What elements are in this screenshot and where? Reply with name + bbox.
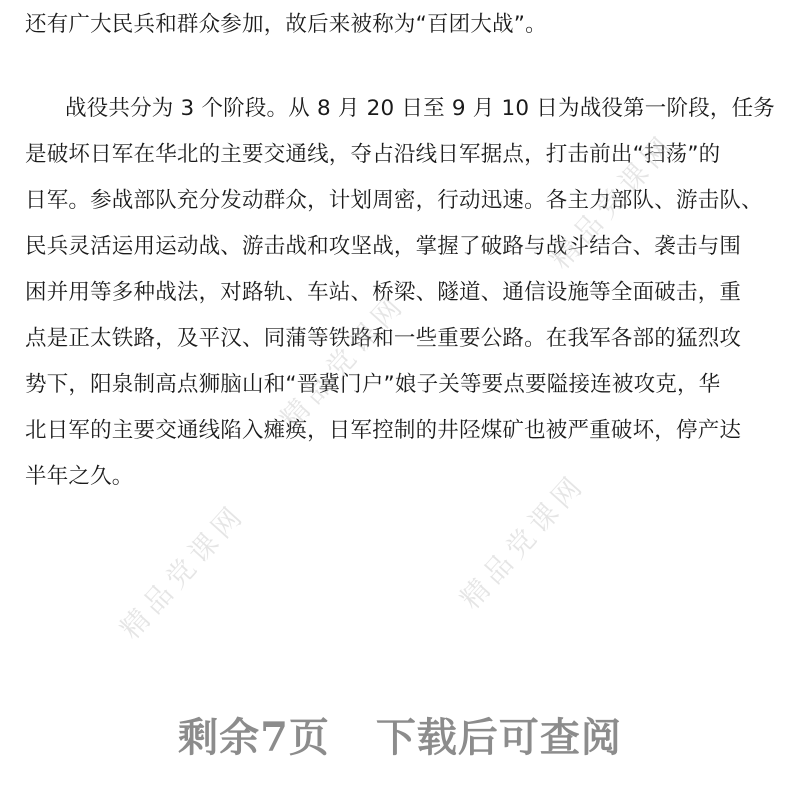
paragraph-2-line-2: 是破坏日军在华北的主要交通线，夺占沿线日军据点，打击前出“扫荡”的 bbox=[25, 142, 721, 167]
paragraph-2-line-3: 日军。参战部队充分发动群众，计划周密，行动迅速。各主力部队、游击队、 bbox=[25, 188, 763, 213]
paragraph-2-line-8: 北日军的主要交通线陷入瘫痪，日军控制的井陉煤矿也被严重破坏，停产达 bbox=[25, 418, 742, 443]
watermark: 精品党课网 bbox=[273, 286, 413, 436]
document-body bbox=[25, 0, 777, 500]
download-to-view-label: 下载后可查阅 bbox=[375, 714, 622, 761]
paragraph-2-line-9: 半年之久。 bbox=[25, 464, 134, 489]
remaining-pages-label: 剩余7页 bbox=[178, 714, 330, 761]
paragraph-2-line-4: 民兵灵活运用运动战、游击战和攻坚战，掌握了破路与战斗结合、袭击与围 bbox=[25, 234, 742, 259]
paragraph-2-line-5: 困并用等多种战法，对路轨、车站、桥梁、隧道、通信设施等全面破击，重 bbox=[25, 280, 742, 305]
paragraph-gap bbox=[25, 48, 777, 86]
watermark: 精品党课网 bbox=[453, 466, 593, 616]
download-prompt[interactable] bbox=[0, 706, 800, 763]
paragraph-1-line-1: 还有广大民兵和群众参加，故后来被称为“百团大战”。 bbox=[25, 12, 547, 37]
paragraph-2-line-1: 战役共分为 3 个阶段。从 8 月 20 日至 9 月 10 日为战役第一阶段，任务 bbox=[65, 96, 775, 121]
paragraph-2-line-7: 势下，阳泉制高点狮脑山和“晋冀门户”娘子关等要点要隘接连被攻克，华 bbox=[25, 372, 721, 397]
watermark: 精品党课网 bbox=[113, 496, 253, 646]
paragraph-2-line-6: 点是正太铁路，及平汉、同蒲等铁路和一些重要公路。在我军各部的猛烈攻 bbox=[25, 326, 742, 351]
watermark: 精品党课网 bbox=[543, 126, 683, 276]
